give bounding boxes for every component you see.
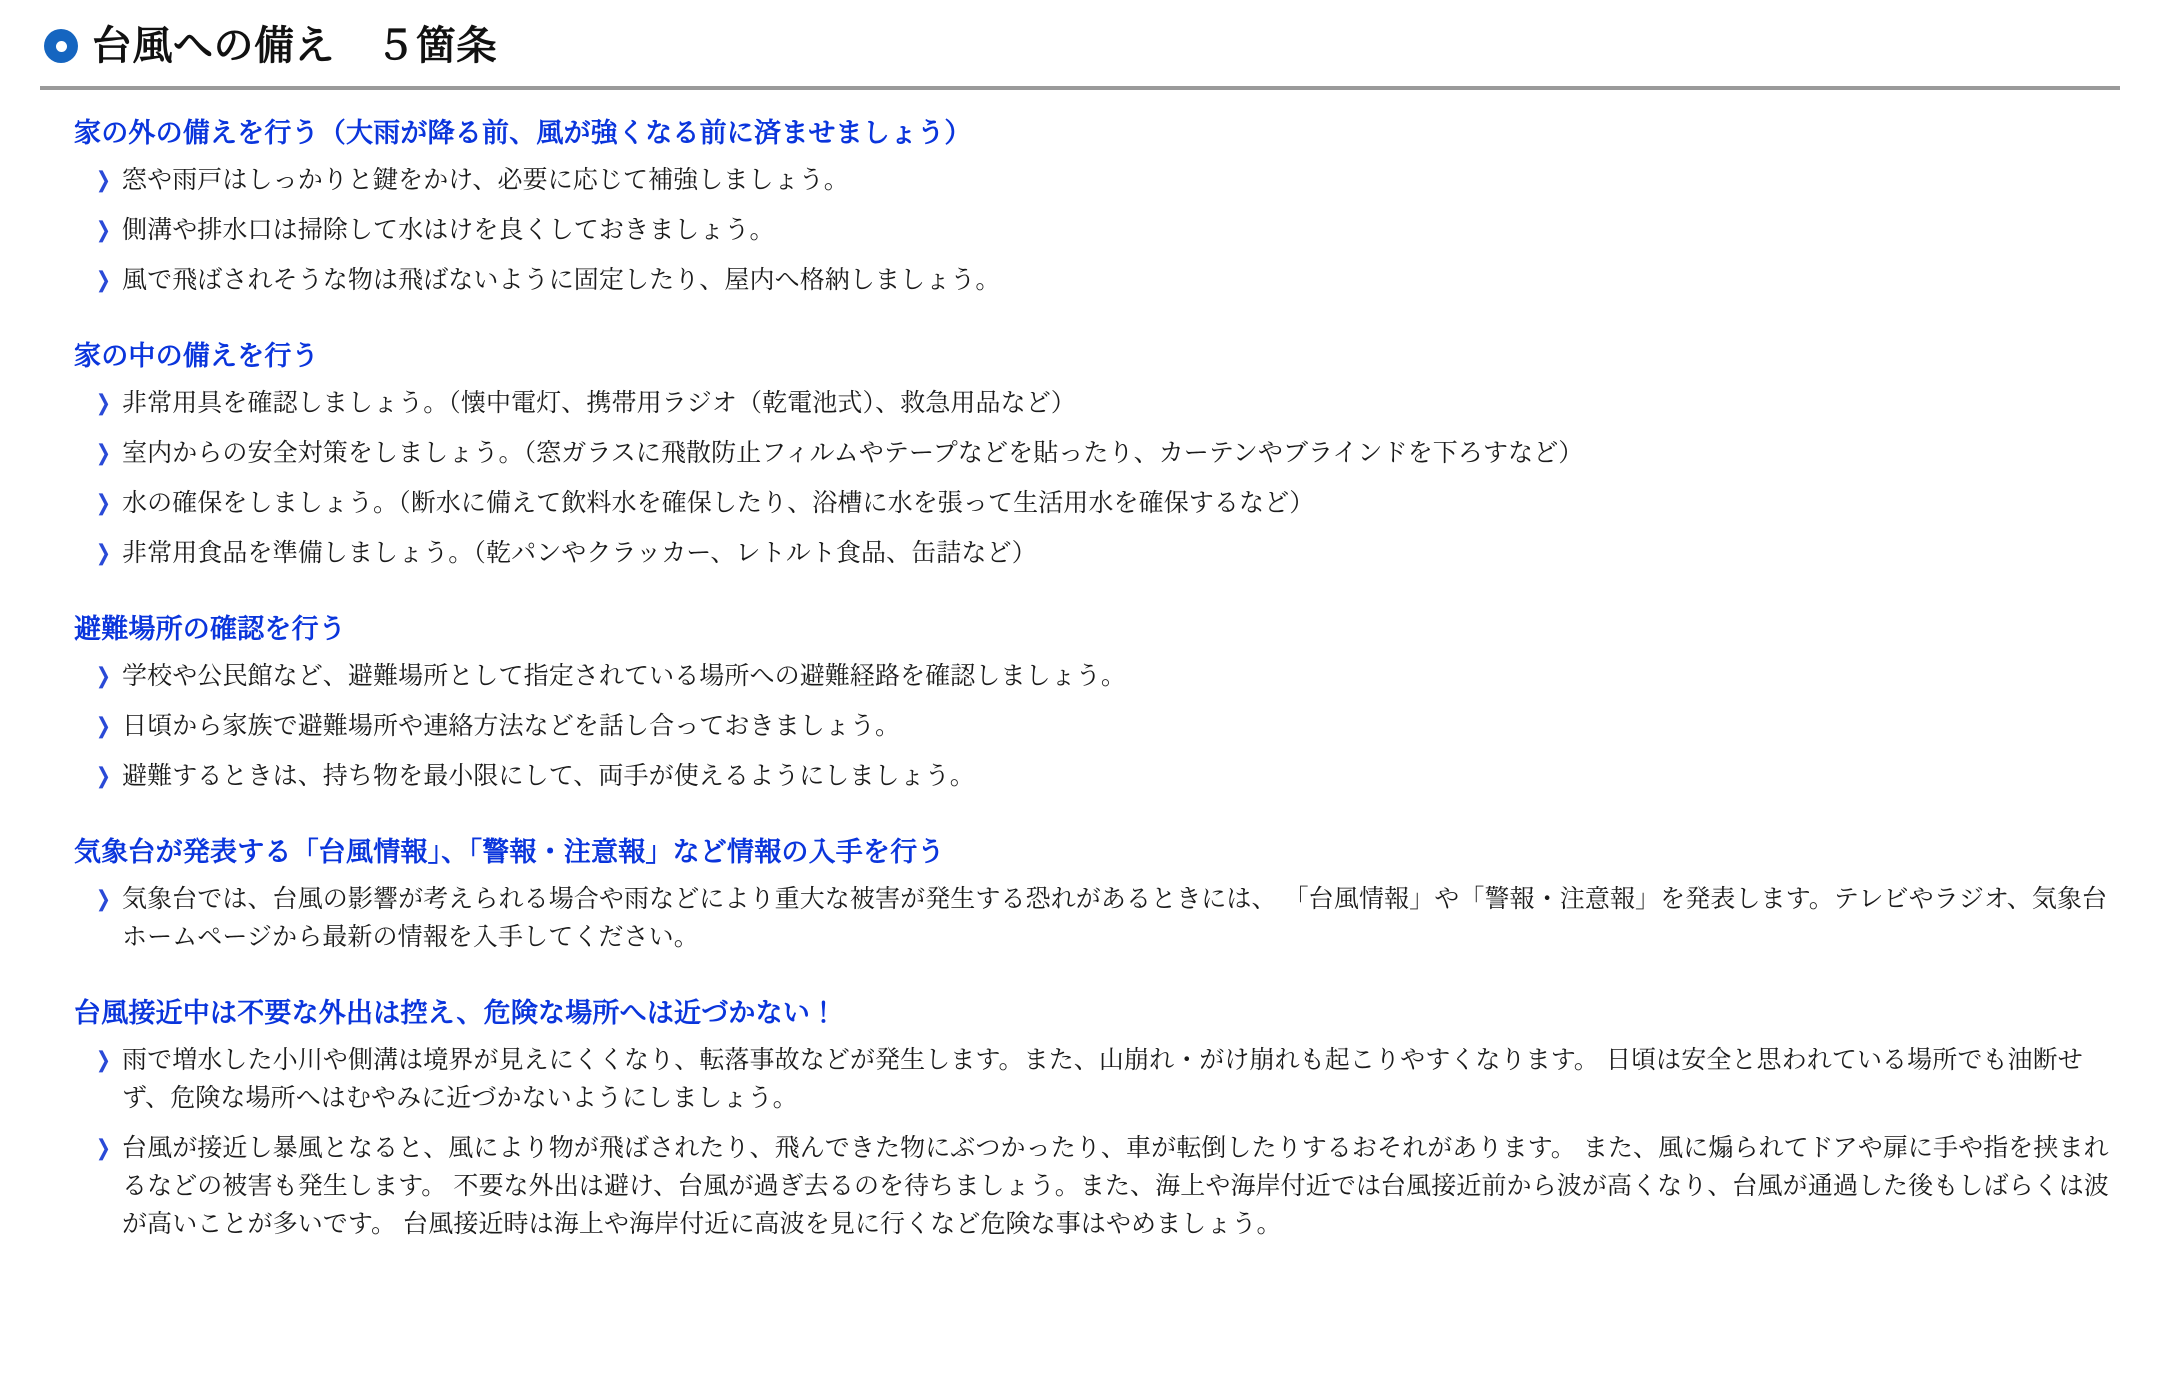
- list-item: [34, 384, 2126, 422]
- section-heading: 家の外の備えを行う（大雨が降る前、風が強くなる前に済ませましょう）: [74, 118, 972, 148]
- list-item-text: 室内からの安全対策をしましょう。（窓ガラスに飛散防止フィルムやテープなどを貼ったり、カーテンやブラインドを下ろすなど）: [122, 439, 1584, 468]
- chevron-right-icon: ❯: [96, 540, 111, 566]
- chevron-right-icon: ❯: [96, 440, 111, 466]
- chevron-right-icon: ❯: [96, 267, 111, 293]
- list-item-text: 避難するときは、持ち物を最小限にして、両手が使えるようにしましょう。: [122, 762, 975, 791]
- list-item: [34, 434, 2126, 472]
- list-item: [34, 757, 2126, 795]
- list-item: [34, 211, 2126, 249]
- list-item-text: 側溝や排水口は掃除して水はけを良くしておきましょう。: [122, 216, 775, 245]
- list-item: [34, 484, 2126, 522]
- list-item: [34, 1041, 2126, 1117]
- list-item: [34, 657, 2126, 695]
- list-item: [34, 161, 2126, 199]
- content-section: [34, 339, 2126, 572]
- list-item: [34, 1129, 2126, 1243]
- list-item-text: 学校や公民館など、避難場所として指定されている場所への避難経路を確認しましょう。: [122, 662, 1127, 691]
- chevron-right-icon: ❯: [96, 167, 111, 193]
- list-item-text: 気象台では、台風の影響が考えられる場合や雨などにより重大な被害が発生する恐れがあるときには、 「台風情報」や「警報・注意報」を発表します。テレビやラジオ、気象台ホームページから最新の情報を入手してください。: [122, 885, 2108, 952]
- content-section: [34, 835, 2126, 956]
- section-heading: 気象台が発表する「台風情報」、「警報・注意報」など情報の入手を行う: [74, 837, 945, 868]
- list-item-text: 水の確保をしましょう。（断水に備えて飲料水を確保したり、浴槽に水を張って生活用水を確保するなど）: [122, 489, 1315, 518]
- list-item: [34, 261, 2126, 299]
- title-divider: [40, 86, 2120, 90]
- section-heading: 家の中の備えを行う: [74, 341, 319, 372]
- section-item-list: [34, 657, 2126, 795]
- filled-circle-icon: [44, 29, 78, 63]
- chevron-right-icon: ❯: [96, 1135, 111, 1161]
- chevron-right-icon: ❯: [96, 713, 111, 739]
- list-item-text: 窓や雨戸はしっかりと鍵をかけ、必要に応じて補強しましょう。: [122, 166, 849, 195]
- list-item: [34, 707, 2126, 745]
- page-title: 台風への備え ５箇条: [92, 24, 497, 68]
- section-heading: 台風接近中は不要な外出は控え、危険な場所へは近づかない！: [74, 998, 838, 1029]
- section-item-list: [34, 161, 2126, 299]
- content-section: [34, 116, 2126, 299]
- sections-container: [34, 116, 2126, 1243]
- section-item-list: [34, 384, 2126, 572]
- content-section: [34, 612, 2126, 795]
- page-title-row: [34, 18, 2126, 78]
- list-item: [34, 880, 2126, 956]
- chevron-right-icon: ❯: [96, 217, 111, 243]
- chevron-right-icon: ❯: [96, 490, 111, 516]
- chevron-right-icon: ❯: [96, 1047, 111, 1073]
- section-item-list: [34, 880, 2126, 956]
- section-heading: 避難場所の確認を行う: [74, 614, 346, 645]
- list-item-text: 台風が接近し暴風となると、風により物が飛ばされたり、飛んできた物にぶつかったり、車が転倒したりするおそれがあります。 また、風に煽られてドアや扉に手や指を挟まれるなどの被害も発生します。 不要な外出は避け、台風が過ぎ去るのを待ちましょう。また、海上や海岸付近では台風接近前から波が高くなり、台風が通過した後もしばらくは波が高いことが多いです。 台風接近時は海上や海岸付近に高波を見に行くなど危険な事はやめましょう。: [122, 1134, 2109, 1239]
- list-item-text: 非常用具を確認しましょう。（懐中電灯、携帯用ラジオ（乾電池式）、救急用品など）: [122, 389, 1076, 418]
- list-item-text: 雨で増水した小川や側溝は境界が見えにくくなり、転落事故などが発生します。また、山崩れ・がけ崩れも起こりやすくなります。 日頃は安全と思われている場所でも油断せず、危険な場所へはむやみに近づかないようにしましょう。: [122, 1046, 2083, 1113]
- chevron-right-icon: ❯: [96, 663, 111, 689]
- list-item-text: 非常用食品を準備しましょう。（乾パンやクラッカー、レトルト食品、缶詰など）: [122, 539, 1037, 568]
- chevron-right-icon: ❯: [96, 763, 111, 789]
- list-item-text: 風で飛ばされそうな物は飛ばないように固定したり、屋内へ格納しましょう。: [122, 266, 1001, 295]
- chevron-right-icon: ❯: [96, 886, 111, 912]
- list-item: [34, 534, 2126, 572]
- list-item-text: 日頃から家族で避難場所や連絡方法などを話し合っておきましょう。: [122, 712, 901, 741]
- section-item-list: [34, 1041, 2126, 1243]
- chevron-right-icon: ❯: [96, 390, 111, 416]
- content-section: [34, 996, 2126, 1243]
